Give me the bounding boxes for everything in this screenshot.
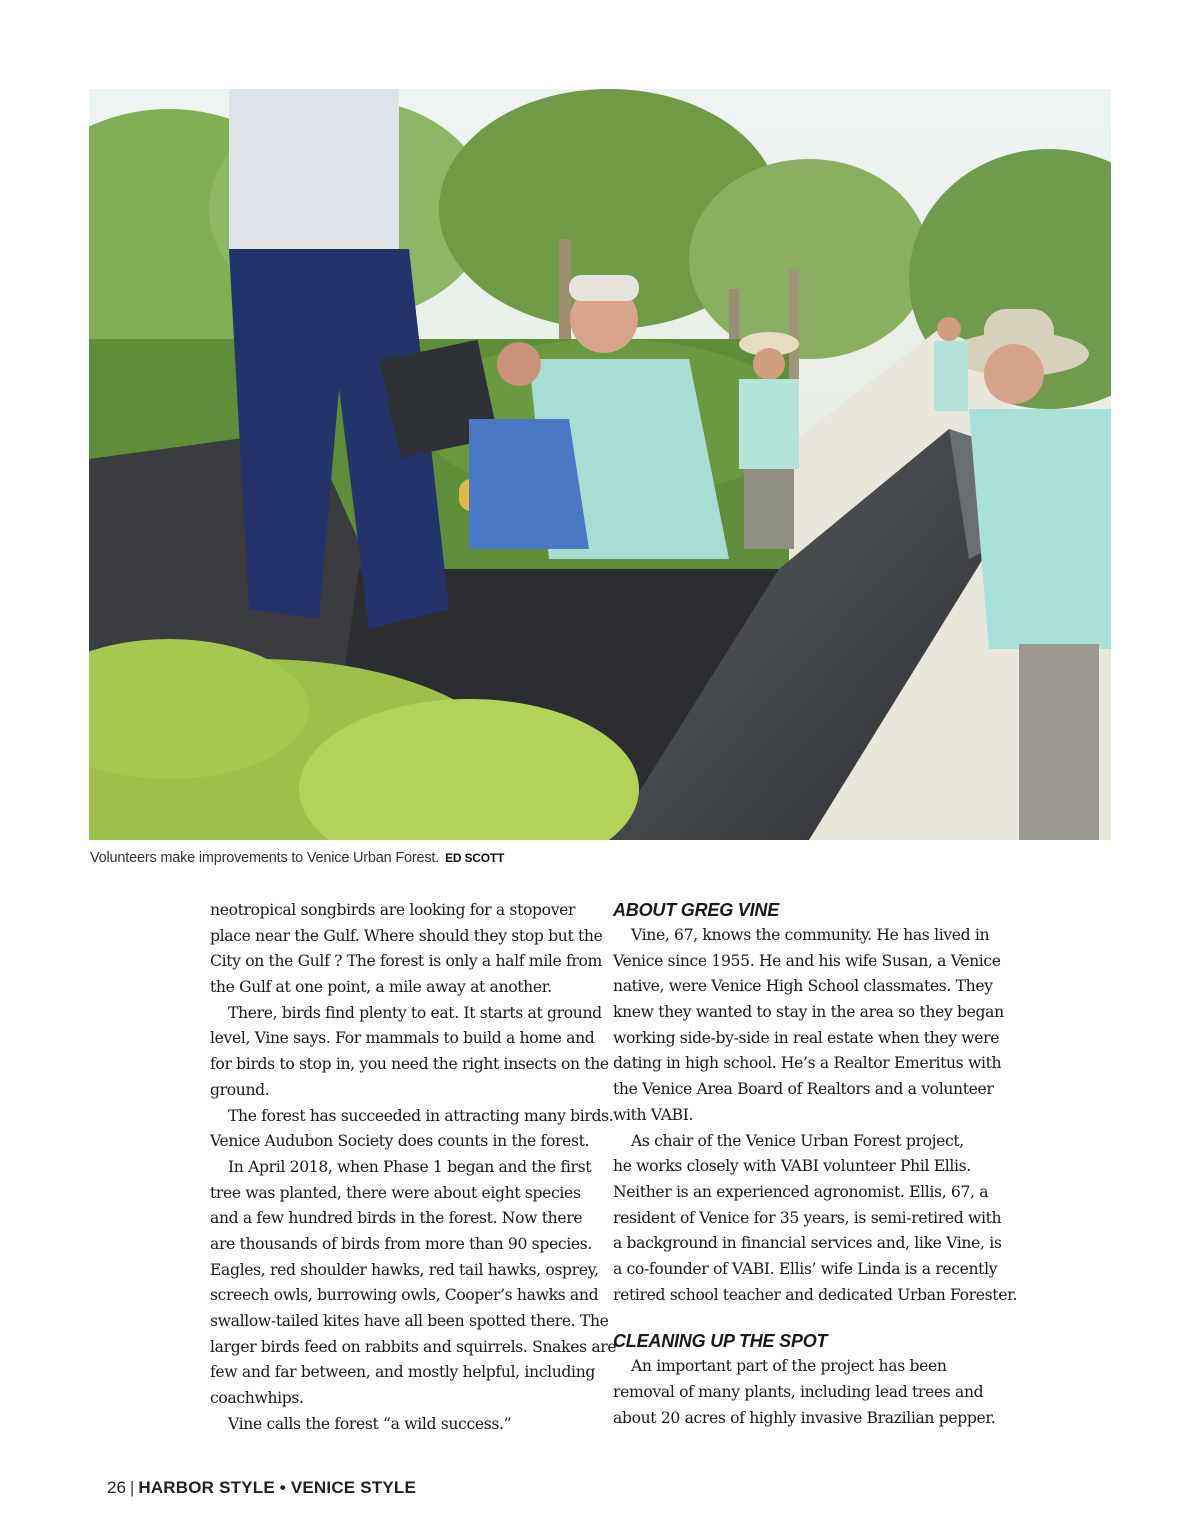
text-line: resident of Venice for 35 years, is semi-retired with (613, 1208, 1002, 1227)
text-line: removal of many plants, including lead trees and (613, 1383, 984, 1401)
text-line: Vine calls the forest “a wild success.” (228, 1414, 512, 1433)
text-line: Neither is an experienced agronomist. Ellis, 67, a (613, 1182, 989, 1201)
text-line: The forest has succeeded in attracting many birds. (228, 1106, 614, 1125)
volunteers-photo-illustration (89, 89, 1111, 840)
text-line: Eagles, red shoulder hawks, red tail hawks, osprey, (210, 1260, 599, 1279)
article-photo (89, 89, 1111, 840)
text-line: Vine, 67, knows the community. He has lived in (631, 926, 990, 944)
text-line: neotropical songbirds are looking for a stopover (210, 901, 576, 919)
text-line: There, birds find plenty to eat. It starts at ground (228, 1003, 602, 1022)
photo-credit: ED SCOTT (445, 851, 505, 865)
text-line: and a few hundred birds in the forest. Now there (210, 1209, 583, 1228)
text-line: Venice since 1955. He and his wife Susan, a Venice (613, 951, 1001, 970)
section-about-greg-vine (613, 923, 1018, 1308)
text-line: level, Vine says. For mammals to build a home and (210, 1029, 595, 1048)
text-line: screech owls, burrowing owls, Cooper’s hawks and (210, 1286, 599, 1305)
text-line: City on the Gulf ? The forest is only a half mile from (210, 952, 602, 971)
text-line: for birds to stop in, you need the right insects on the (210, 1055, 609, 1074)
text-line: An important part of the project has been (631, 1357, 947, 1376)
text-line: native, were Venice High School classmates. They (613, 977, 993, 996)
text-line: place near the Gulf. Where should they stop but the (210, 926, 603, 945)
text-line: retired school teacher and dedicated Urban Forester. (613, 1285, 1018, 1304)
text-line: knew they wanted to stay in the area so they began (613, 1003, 1004, 1022)
text-line: swallow-tailed kites have all been spotted there. The (210, 1312, 609, 1330)
publication-name: HARBOR STYLE • VENICE STYLE (138, 1478, 417, 1497)
right-column (613, 898, 1018, 1431)
text-line: working side-by-side in real estate when they were (613, 1028, 1000, 1047)
text-line: few and far between, and mostly helpful, including (210, 1363, 596, 1382)
text-line: the Gulf at one point, a mile away at another. (210, 978, 552, 997)
text-line: Venice Audubon Society does counts in the forest. (210, 1132, 590, 1151)
text-line: dating in high school. He’s a Realtor Emeritus with (613, 1054, 1002, 1073)
text-line: with VABI. (613, 1105, 694, 1124)
page-number: 26 (107, 1478, 126, 1497)
section-cleaning-up-the-spot (613, 1354, 996, 1431)
text-line: As chair of the Venice Urban Forest project, (631, 1131, 964, 1150)
text-line: coachwhips. (210, 1389, 304, 1408)
section-heading-about-greg-vine: ABOUT GREG VINE (613, 900, 780, 920)
caption-text: Volunteers make improvements to Venice Urban Forest. (90, 850, 440, 866)
text-line: about 20 acres of highly invasive Brazilian pepper. (613, 1408, 996, 1427)
text-line: larger birds feed on rabbits and squirrels. Snakes are (210, 1337, 617, 1356)
text-line: tree was planted, there were about eight species (210, 1183, 581, 1202)
text-line: are thousands of birds from more than 90 species. (210, 1234, 592, 1253)
text-line: a co-founder of VABI. Ellis’ wife Linda is a recently (613, 1259, 998, 1278)
text-line: In April 2018, when Phase 1 began and the first (228, 1157, 592, 1176)
section-heading-cleaning-up-the-spot: CLEANING UP THE SPOT (613, 1331, 828, 1352)
section-gap (613, 1308, 993, 1329)
text-line: ground. (210, 1080, 270, 1099)
left-column (210, 898, 617, 1437)
photo-caption (90, 850, 504, 870)
text-line: he works closely with VABI volunteer Phil Ellis. (613, 1157, 971, 1176)
page-footer (107, 1478, 416, 1498)
text-line: a background in financial services and, like Vine, is (613, 1234, 1002, 1253)
footer-separator: | (129, 1478, 135, 1497)
text-line: the Venice Area Board of Realtors and a volunteer (613, 1080, 994, 1099)
